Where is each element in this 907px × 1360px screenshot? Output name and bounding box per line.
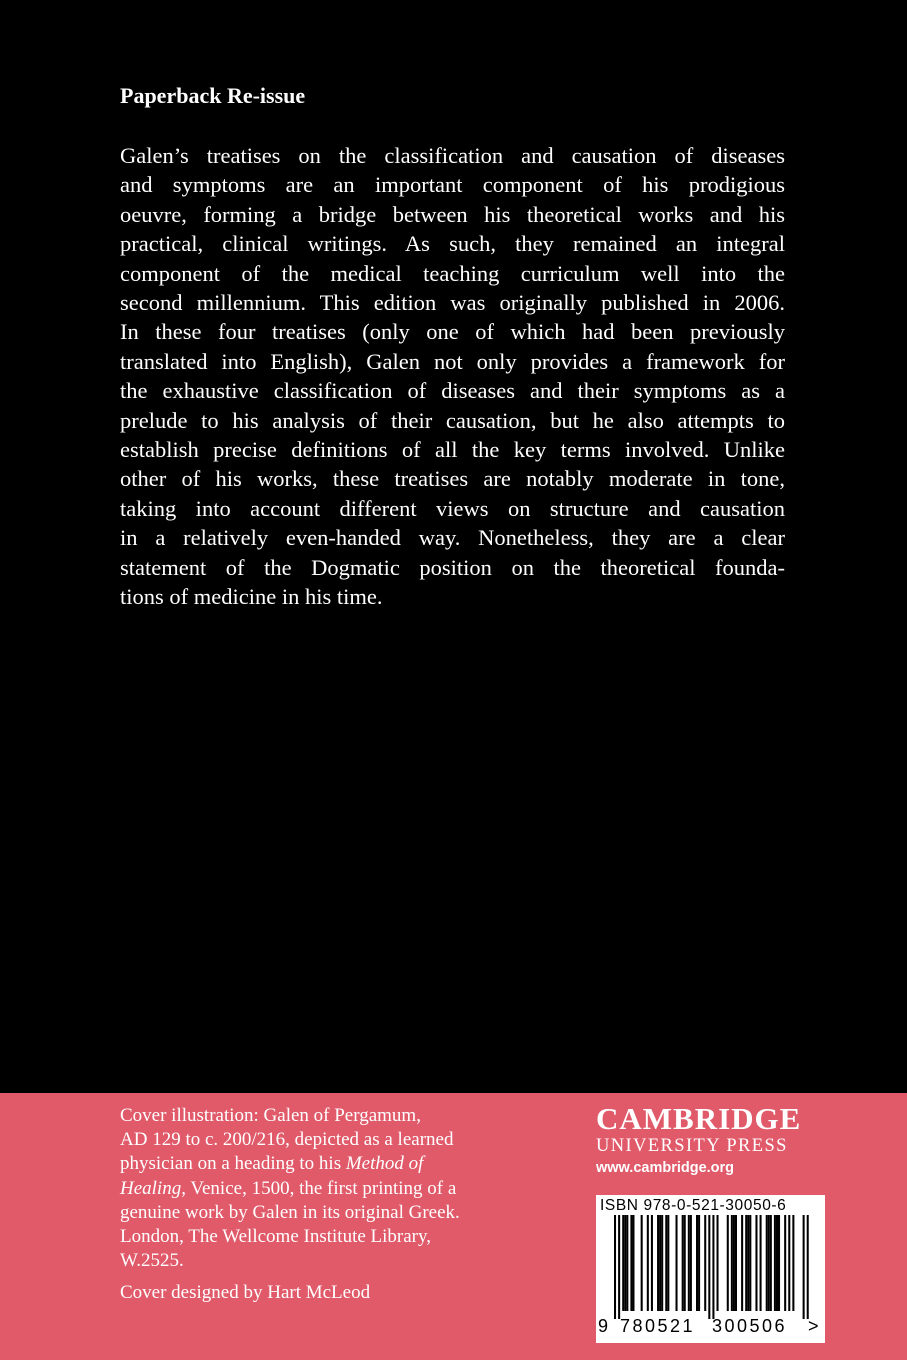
barcode-bar — [614, 1215, 616, 1319]
publisher-website: www.cambridge.org — [596, 1160, 735, 1176]
credit-line: London, The Wellcome Institute Library, — [120, 1226, 432, 1248]
barcode-bar — [665, 1215, 667, 1311]
barcode-bar — [676, 1215, 678, 1311]
barcode-bar — [745, 1215, 747, 1311]
credit-line — [120, 1177, 500, 1201]
barcode-bar — [768, 1215, 770, 1311]
credit-line: genuine work by Galen in its original Greek. — [120, 1201, 460, 1223]
publisher-subtitle: UNIVERSITY PRESS — [596, 1136, 788, 1156]
blurb-line: In these four treatises (only one of which had been previously — [120, 319, 785, 345]
blurb-line: translated into English), Galen not only provides a framework for — [120, 348, 785, 374]
barcode-bar — [727, 1215, 729, 1311]
barcode-bar — [688, 1215, 690, 1311]
barcode-left-digits: 780521 — [620, 1316, 696, 1336]
cover-designer-credit: Cover designed by Hart McLeod — [120, 1282, 371, 1303]
barcode-bar — [632, 1215, 634, 1311]
barcode-bar — [659, 1215, 661, 1311]
credit-line: W.2525. — [120, 1250, 184, 1272]
blurb-line: component of the medical teaching curriculum well into the — [120, 260, 785, 286]
edition-label: Paperback Re-issue — [120, 83, 306, 108]
barcode-quiet-mark: > — [808, 1316, 819, 1336]
barcode-bar — [647, 1215, 649, 1311]
blurb-line: other of his works, these treatises are notably moderate in tone, — [120, 466, 785, 492]
publisher-name: CAMBRIDGE — [596, 1101, 802, 1136]
blurb-line: Galen’s treatises on the classification and causation of diseases — [120, 143, 785, 168]
barcode-first-digit: 9 — [598, 1316, 609, 1336]
barcode-bar — [651, 1215, 653, 1311]
barcode-right-digits: 300506 — [712, 1316, 788, 1336]
barcode-bar — [731, 1215, 733, 1311]
blurb-line: statement of the Dogmatic position on the theoretical founda- — [120, 554, 785, 580]
barcode-bar — [784, 1215, 786, 1311]
barcode-bar — [618, 1215, 620, 1319]
blurb-line: oeuvre, forming a bridge between his theoretical works and his — [120, 201, 785, 227]
credit-title: Healing — [120, 1177, 182, 1199]
barcode-bars-icon — [596, 1215, 825, 1319]
barcode-bar — [661, 1215, 663, 1311]
barcode-bar — [682, 1215, 684, 1311]
barcode-bar — [755, 1215, 757, 1311]
barcode-bar — [807, 1215, 809, 1319]
barcode-bar — [708, 1215, 710, 1319]
barcode-bar — [735, 1215, 737, 1311]
barcode-bar — [626, 1215, 628, 1311]
barcode-bar — [749, 1215, 751, 1311]
blurb-line: prelude to his analysis of their causation, but he also attempts to — [120, 407, 785, 433]
barcode-bar — [622, 1215, 624, 1311]
blurb-line: practical, clinical writings. As such, they remained an integral — [120, 231, 785, 257]
blurb-line: second millennium. This edition was originally published in 2006. — [120, 290, 785, 316]
barcode-bar — [803, 1215, 805, 1319]
credit-line: AD 129 to c. 200/216, depicted as a learned — [120, 1129, 454, 1151]
credit-title: Method of — [345, 1153, 424, 1175]
barcode-bar — [641, 1215, 643, 1311]
barcode-bar — [774, 1215, 776, 1311]
blurb-line: tions of medicine in his time. — [120, 584, 383, 610]
blurb-line: establish precise definitions of all the key terms involved. Unlike — [120, 437, 785, 463]
barcode-bar — [766, 1215, 768, 1311]
blurb-line: and symptoms are an important component of his prodigious — [120, 172, 785, 198]
credit-text: , Venice, 1500, the first printing of a — [181, 1177, 457, 1199]
barcode-bar — [776, 1215, 778, 1311]
barcode-bar — [624, 1215, 626, 1311]
barcode-bar — [698, 1215, 700, 1311]
barcode-bar — [630, 1215, 632, 1311]
blurb-text — [120, 141, 785, 612]
barcode-bar — [747, 1215, 749, 1311]
barcode-bar — [684, 1215, 686, 1311]
isbn-label: ISBN 978-0-521-30050-6 — [600, 1197, 787, 1214]
barcode-bar — [760, 1215, 762, 1311]
barcode-bar — [712, 1215, 714, 1319]
barcode-bar — [733, 1215, 735, 1311]
blurb-line: in a relatively even-handed way. Nonetheless, they are a clear — [120, 525, 785, 551]
barcode-bar — [690, 1215, 692, 1311]
barcode-bar — [778, 1215, 780, 1311]
barcode-bar — [667, 1215, 669, 1311]
credit-line: Cover illustration: Galen of Pergamum, — [120, 1105, 421, 1126]
credit-line — [120, 1152, 500, 1176]
isbn-barcode — [596, 1195, 825, 1343]
barcode-bar — [741, 1215, 743, 1311]
blurb-line: taking into account different views on structure and causation — [120, 495, 785, 521]
barcode-bar — [657, 1215, 659, 1311]
barcode-bar — [770, 1215, 772, 1311]
barcode-bar — [696, 1215, 698, 1311]
barcode-bar — [792, 1215, 794, 1311]
cover-illustration-credit — [120, 1104, 500, 1273]
barcode-bar — [704, 1215, 706, 1311]
blurb-line: the exhaustive classification of diseases and their symptoms as a — [120, 378, 785, 404]
credit-text: physician on a heading to his — [120, 1153, 346, 1175]
barcode-bar — [717, 1215, 719, 1311]
publisher-logo — [596, 1103, 826, 1179]
barcode-bar — [788, 1215, 790, 1311]
